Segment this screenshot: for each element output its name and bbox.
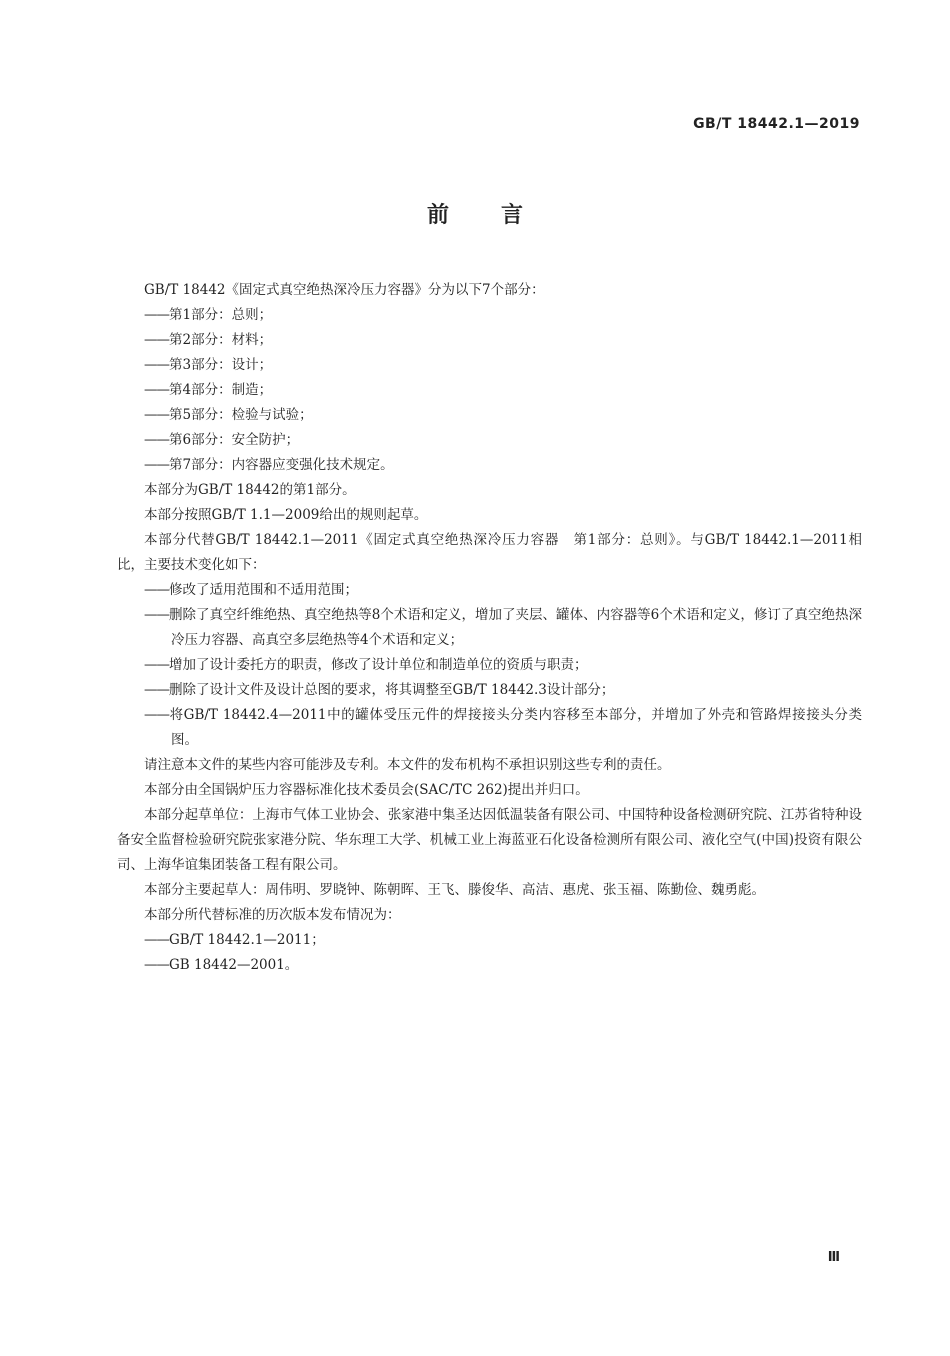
dash-mark: —— [144, 357, 169, 373]
paragraph: 请注意本文件的某些内容可能涉及专利。本文件的发布机构不承担识别这些专利的责任。 [144, 757, 671, 773]
dash-list-item [144, 653, 862, 678]
dash-mark: —— [144, 957, 169, 973]
dash-list-item [144, 403, 862, 428]
standard-code: GB/T 18442.1—2019 [693, 116, 860, 132]
dash-list-item [144, 603, 862, 653]
dash-item-text: 第6部分：安全防护； [169, 432, 300, 448]
dash-mark: —— [144, 707, 169, 723]
dash-list-item [144, 353, 862, 378]
dash-item-text: 删除了设计文件及设计总图的要求，将其调整至GB/T 18442.3设计部分； [169, 682, 615, 698]
dash-list-item [144, 678, 862, 703]
dash-item-text: 增加了设计委托方的职责，修改了设计单位和制造单位的资质与职责； [169, 657, 588, 673]
dash-item-text: 删除了真空纤维绝热、真空绝热等8个术语和定义，增加了夹层、罐体、内容器等6个术语和定义，修订了真空绝热深冷压力容器、高真空多层绝热等4个术语和定义； [169, 607, 862, 648]
paragraph: GB/T 18442《固定式真空绝热深冷压力容器》分为以下7个部分： [144, 282, 545, 298]
dash-item-text: GB/T 18442.1—2011； [169, 932, 325, 948]
paragraph: 本部分起草单位：上海市气体工业协会、张家港中集圣达因低温装备有限公司、中国特种设备检测研究院、江苏省特种设备安全监督检验研究院张家港分院、华东理工大学、机械工业上海蓝亚石化设备检测所有限公司、液化空气(中国)投资有限公司、上海华谊集团装备工程有限公司。 [117, 807, 862, 873]
dash-item-text: 第5部分：检验与试验； [169, 407, 313, 423]
dash-mark: —— [144, 582, 169, 598]
dash-list-item [144, 928, 862, 953]
paragraph: 本部分主要起草人：周伟明、罗晓钟、陈朝晖、王飞、滕俊华、高洁、惠虎、张玉福、陈勤俭、魏勇彪。 [144, 882, 765, 898]
dash-list-item [144, 378, 862, 403]
page-title: 前言 [426, 203, 575, 228]
dash-item-text: GB 18442—2001。 [169, 957, 299, 973]
dash-list-item [144, 328, 862, 353]
dash-list-item [144, 953, 862, 978]
dash-item-text: 修改了适用范围和不适用范围； [169, 582, 358, 598]
dash-mark: —— [144, 382, 169, 398]
paragraph: 本部分由全国锅炉压力容器标准化技术委员会(SAC/TC 262)提出并归口。 [144, 782, 589, 798]
dash-mark: —— [144, 307, 169, 323]
dash-mark: —— [144, 332, 169, 348]
dash-mark: —— [144, 657, 169, 673]
dash-list-item [144, 703, 862, 753]
dash-mark: —— [144, 607, 169, 623]
dash-mark: —— [144, 932, 169, 948]
dash-item-text: 第3部分：设计； [169, 357, 273, 373]
page-number: Ⅲ [827, 1250, 840, 1265]
dash-list-item [144, 428, 862, 453]
dash-list-item [144, 453, 862, 478]
paragraph: 本部分按照GB/T 1.1—2009给出的规则起草。 [144, 507, 428, 523]
dash-mark: —— [144, 432, 169, 448]
dash-item-text: 将GB/T 18442.4—2011中的罐体受压元件的焊接接头分类内容移至本部分，并增加了外壳和管路焊接接头分类图。 [169, 707, 862, 748]
foreword-body [117, 278, 862, 978]
dash-mark: —— [144, 457, 169, 473]
paragraph: 本部分代替GB/T 18442.1—2011《固定式真空绝热深冷压力容器 第1部分：总则》。与GB/T 18442.1—2011相比，主要技术变化如下： [117, 532, 862, 573]
dash-item-text: 第4部分：制造； [169, 382, 273, 398]
dash-item-text: 第7部分：内容器应变强化技术规定。 [169, 457, 394, 473]
paragraph: 本部分为GB/T 18442的第1部分。 [144, 482, 356, 498]
dash-item-text: 第1部分：总则； [169, 307, 273, 323]
paragraph: 本部分所代替标准的历次版本发布情况为： [144, 907, 401, 923]
dash-mark: —— [144, 407, 169, 423]
dash-list-item [144, 578, 862, 603]
dash-list-item [144, 303, 862, 328]
dash-item-text: 第2部分：材料； [169, 332, 273, 348]
dash-mark: —— [144, 682, 169, 698]
